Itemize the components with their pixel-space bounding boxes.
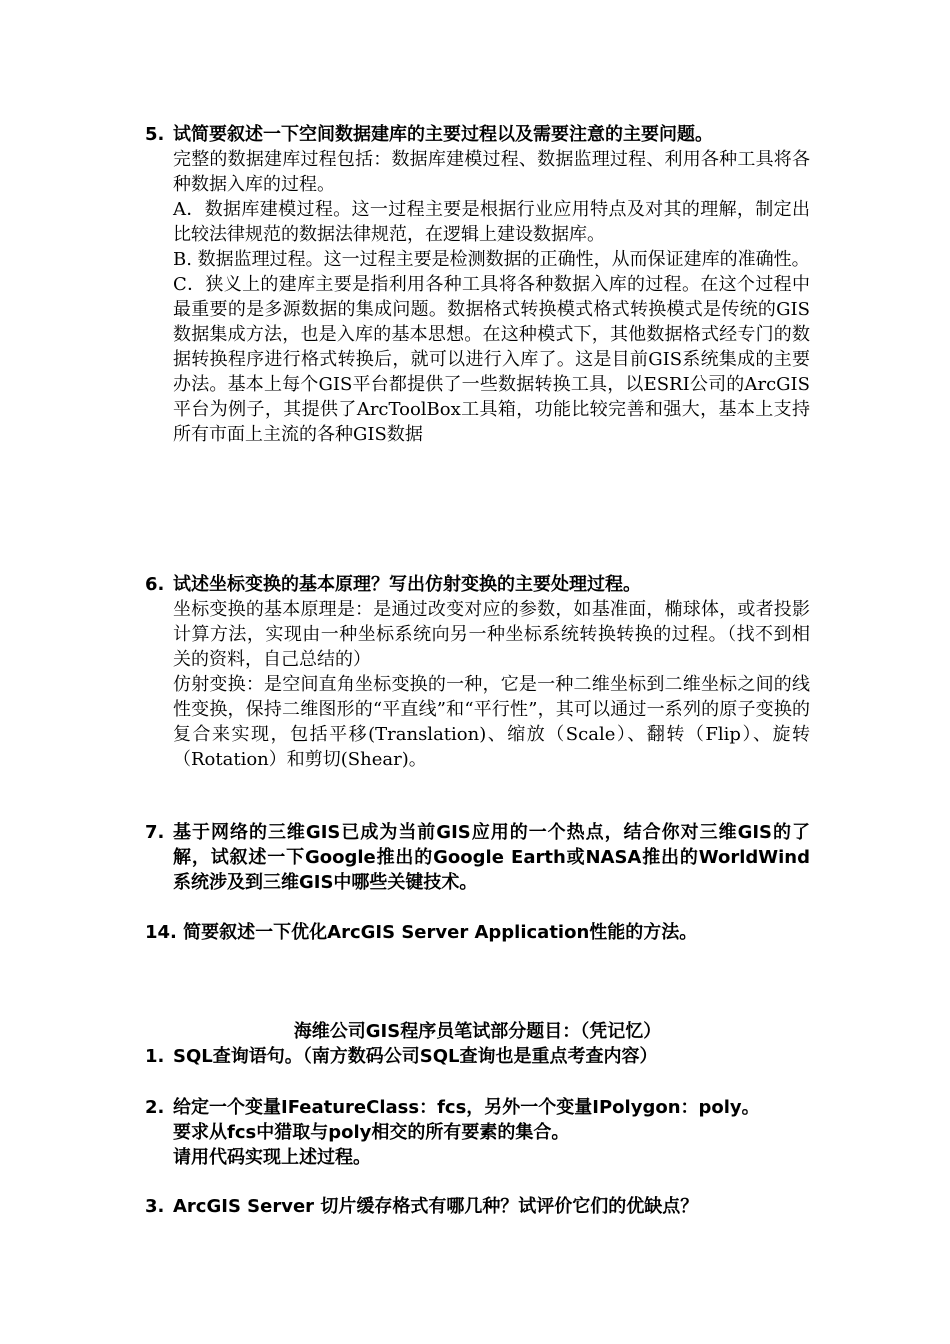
question-title: 试述坐标变换的基本原理？写出仿射变换的主要处理过程。 <box>173 574 641 595</box>
question-14: 14. 简要叙述一下优化ArcGIS Server Application性能的方法。 <box>145 922 698 943</box>
question-title: 试简要叙述一下空间数据建库的主要过程以及需要注意的主要问题。 <box>173 124 713 145</box>
answer-paragraph: A．数据库建模过程。这一过程主要是根据行业应用特点及对其的理解，制定出比较法律规范的数据法律规范，在逻辑上建设数据库。 <box>173 199 810 245</box>
answer-paragraph: 完整的数据建库过程包括：数据库建模过程、数据监理过程、利用各种工具将各种数据入库的过程。 <box>173 149 810 195</box>
question-6 <box>145 572 810 772</box>
question-number: 5. <box>145 124 165 145</box>
question-number: 2. <box>145 1097 165 1118</box>
answer-paragraph: B. 数据监理过程。这一过程主要是检测数据的正确性，从而保证建库的准确性。 <box>173 249 810 270</box>
question-title: 基于网络的三维GIS已成为当前GIS应用的一个热点，结合你对三维GIS的了解，试叙述一下Google推出的Google Earth或NASA推出的WorldWind系统涉及到三维GIS中哪些关键技术。 <box>173 822 810 893</box>
question-title: ArcGIS Server 切片缓存格式有哪几种？试评价它们的优缺点？ <box>173 1196 699 1217</box>
question-number: 6. <box>145 574 165 595</box>
answer-paragraph: 仿射变换：是空间直角坐标变换的一种，它是一种二维坐标到二维坐标之间的线性变换，保持二维图形的“平直线”和“平行性”，其可以通过一系列的原子变换的复合来实现，包括平移(Translation)、缩放（Scale）、翻转（Flip）、旋转（Rotation）和剪切(Shear)。 <box>173 674 810 770</box>
question-number: 3. <box>145 1196 165 1217</box>
question-number: 7. <box>145 822 165 843</box>
haiwei-question-1 <box>145 1044 810 1069</box>
answer-paragraph: C．狭义上的建库主要是指利用各种工具将各种数据入库的过程。在这个过程中最重要的是多源数据的集成问题。数据格式转换模式格式转换模式是传统的GIS数据集成方法，也是入库的基本思想。在这种模式下，其他数据格式经专门的数据转换程序进行格式转换后，就可以进行入库了。这是目前GIS系统集成的主要办法。基本上每个GIS平台都提供了一些数据转换工具，以ESRI公司的ArcGIS 平台为例子，其提供了ArcToolBox工具箱，功能比较完善和强大，基本上支持所有市面上主流的各种GIS数据 <box>173 274 810 445</box>
haiwei-question-3 <box>145 1194 810 1219</box>
question-line: 给定一个变量IFeatureClass：fcs，另外一个变量IPolygon：poly。 <box>173 1097 760 1118</box>
section-title: 海维公司GIS程序员笔试部分题目：（凭记忆） <box>293 1021 662 1042</box>
answer-block <box>173 597 810 772</box>
question-line: 要求从fcs中猎取与poly相交的所有要素的集合。 <box>173 1122 570 1143</box>
answer-block <box>173 147 810 447</box>
answer-paragraph: 坐标变换的基本原理是：是通过改变对应的参数，如基准面，椭球体，或者投影计算方法，实现由一种坐标系统向另一种坐标系统转换转换的过程。（找不到相关的资料，自己总结的） <box>173 599 810 670</box>
question-title: SQL查询语句。（南方数码公司SQL查询也是重点考查内容） <box>173 1046 658 1067</box>
question-number: 1. <box>145 1046 165 1067</box>
question-5 <box>145 122 810 447</box>
question-7 <box>145 820 810 895</box>
haiwei-question-2 <box>145 1095 810 1170</box>
question-line: 请用代码实现上述过程。 <box>173 1147 371 1168</box>
